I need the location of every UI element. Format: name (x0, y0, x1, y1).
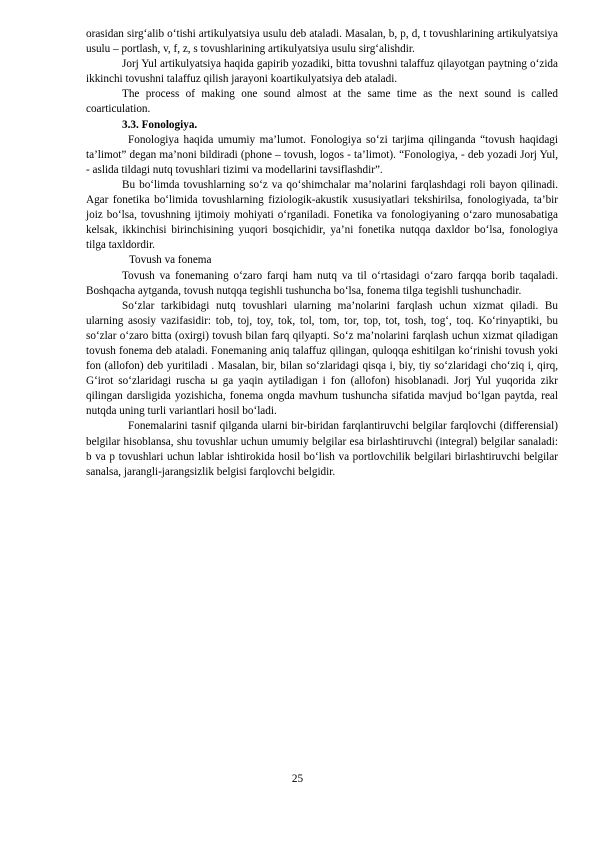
paragraph-phonology-intro: Fonologiya haqida umumiy ma’lumot. Fonologiya so‘zi tarjima qilinganda “tovush haqidagi ta’limot” degan ma’noni bildiradi (phone – tovush, logos - ta’limot). “Fonologiya, - deb yozadi Jorj Yul, - aslida tildagi nutq tovushlari tizimi va modellarini tavsiflashdir”. (86, 133, 558, 176)
paragraph-coarticulation-uz: Jorj Yul artikulyatsiya haqida gapirib yozadiki, bitta tovushni talaffuz qilayotgan paytning o‘zida ikkinchi tovushni talaffuz qilish jarayoni koartikulyatsiya deb ataladi. (86, 58, 558, 86)
paragraph-articulation-method: orasidan sirg‘alib o‘tishi artikulyatsiya usulu deb ataladi. Masalan, b, p, d, t tovushlarining artikulyatsiya usulu – portlash, v, f, z, s tovushlarining artikulyatsiya usulu sirg‘alishdir. (86, 28, 558, 56)
paragraph-phoneme-definition: So‘zlar tarkibidagi nutq tovushlari ularning ma’nolarini farqlash uchun xizmat qiladi. Bu ularning asosiy vazifasidir: tob, toj, toy, tok, tol, tom, tor, top, tot, tosh, tog‘, toq. Ko‘rinyaptiki, bu so‘zlar o‘zaro bitta (oxirgi) tovush bilan farq qilyapti. So‘z ma’nolarini farqlash uchun xizmat qiladigan tovush fonema deb ataladi. Fonemaning aniq talaffuz qilingan, quloqqa eshitilgan ko‘rinishi tovush yoki fon (allofon) deb yuritiladi . Masalan, bir, bilan so‘zlaridagi qisqa i, biy, tiy so‘zlaridagi cho‘ziq i, qirq, G‘irot so‘zlaridagi ruscha ы ga yaqin aytiladigan i fon (allofon) hisoblanadi. Jorj Yul yuqorida zikr qilingan darsligida yozishicha, fonema ongda mavhum tushuncha sifatida mavjud bo‘lgan paytda, real nutqda uning turli variantlari hosil bo‘ladi. (86, 299, 558, 418)
paragraph-phonology-role: Bu bo‘limda tovushlarning so‘z va qo‘shimchalar ma’nolarini farqlashdagi roli bayon qilinadi. Agar fonetika bo‘limida tovushlarning fiziologik-akustik xususiyatlari tekshirilsa, fonologiyada, ta’bir joiz bo‘lsa, tovushning ijtimoiy mohiyati o‘rganiladi. Fonetika va fonologiyaning o‘zaro munosabatiga kelsak, ikkinchisi birinchisining yuqori bosqichidir, ya’ni fonetika nutqqa daxldor bo‘lsa, fonologiya tilga taxldordir. (86, 178, 558, 252)
subheading-sound-and-phoneme: Tovush va fonema (129, 254, 212, 267)
paragraph-phoneme-features: Fonemalarini tasnif qilganda ularni bir-biridan farqlantiruvchi belgilar farqlovchi (differensial) belgilar hisoblansa, shu tovushlar uchun umumiy belgilar esa birlashtiruvchi (integral) belgilar sanaladi: b va p tovushlari uchun lablar ishtirokida hosil bo‘lish va portlovchilik belgilari birlashtiruvchi belgilar sanalsa, jarangli-jarangsizlik belgisi farqlovchi belgidir. (86, 420, 558, 478)
section-heading-phonology: 3.3. Fonologiya. (122, 118, 198, 131)
paragraph-coarticulation-en: The process of making one sound almost at the same time as the next sound is called coarticulation. (86, 88, 558, 116)
page-number: 25 (291, 773, 304, 785)
paragraph-sound-phoneme-difference: Tovush va fonemaning o‘zaro farqi ham nutq va til o‘rtasidagi o‘zaro farqqa borib taqaladi. Boshqacha aytganda, tovush nutqqa tegishli tushuncha bo‘lsa, fonema tilga tegishli tushunchadir. (86, 269, 558, 297)
